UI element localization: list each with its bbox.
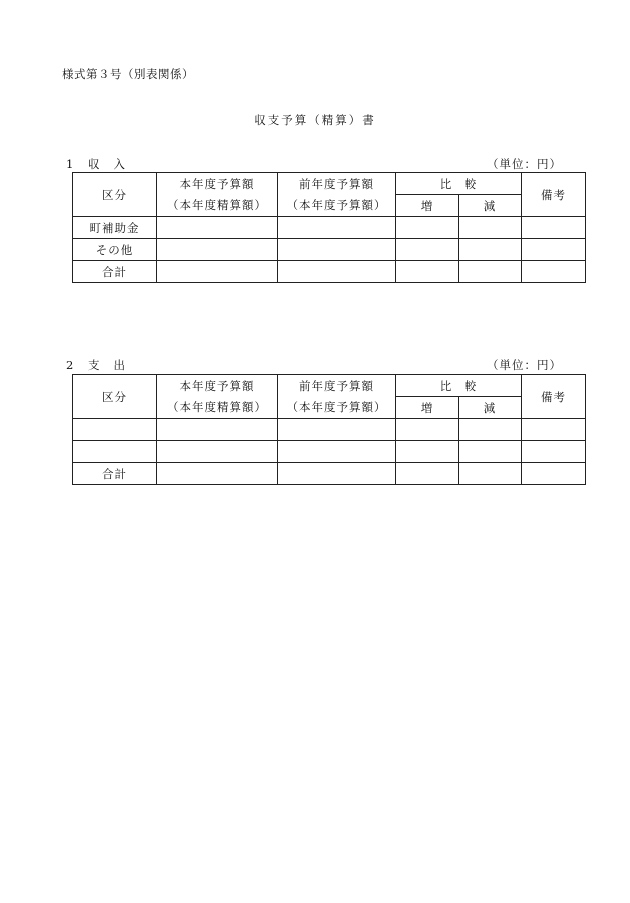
table-cell [459,239,522,261]
expense-row-category [73,441,157,463]
expense-header-row [73,375,586,397]
expense-row-total: 合計 [73,463,157,485]
expense-header-current-budget: 本年度予算額 [157,375,278,397]
table-cell [522,217,586,239]
table-cell [278,261,396,283]
income-table [72,172,586,283]
table-cell [396,463,459,485]
table-row [73,463,586,485]
table-cell [157,463,278,485]
table-cell [396,261,459,283]
expense-row-category [73,419,157,441]
table-cell [459,441,522,463]
expense-section-label: 支出 [88,358,139,372]
form-number: 様式第３号（別表関係） [62,67,194,81]
income-row-category: 町補助金 [73,217,157,239]
expense-header-decrease: 減 [459,397,522,419]
income-header-previous-note: （本年度予算額） [278,195,396,217]
income-heading [66,156,139,172]
table-cell [459,419,522,441]
table-row [73,239,586,261]
expense-heading [66,357,139,373]
table-cell [278,419,396,441]
income-header-decrease: 減 [459,195,522,217]
table-cell [396,419,459,441]
table-cell [278,441,396,463]
table-row [73,217,586,239]
income-header-increase: 増 [396,195,459,217]
income-header-remarks: 備考 [522,173,586,217]
income-section-label: 収入 [88,157,139,171]
income-header-comparison: 比 較 [396,173,522,195]
table-row [73,441,586,463]
table-row [73,261,586,283]
table-cell [459,217,522,239]
income-unit-label: （単位：円） [487,157,562,171]
income-section-number: 1 [66,157,75,171]
table-cell [396,239,459,261]
table-cell [459,261,522,283]
table-cell [396,441,459,463]
income-header-current-settlement: （本年度精算額） [157,195,278,217]
expense-table [72,374,586,485]
expense-unit-label: （単位：円） [487,358,562,372]
table-cell [459,463,522,485]
table-cell [522,441,586,463]
expense-header-remarks: 備考 [522,375,586,419]
expense-header-comparison: 比 較 [396,375,522,397]
table-cell [278,217,396,239]
table-cell [157,217,278,239]
table-cell [157,419,278,441]
expense-header-previous-note: （本年度予算額） [278,397,396,419]
table-cell [278,463,396,485]
expense-header-category: 区分 [73,375,157,419]
table-row [73,419,586,441]
expense-section-number: 2 [66,358,75,372]
expense-header-increase: 増 [396,397,459,419]
income-row-total: 合計 [73,261,157,283]
table-cell [157,441,278,463]
table-cell [522,261,586,283]
table-cell [522,239,586,261]
table-cell [157,261,278,283]
expense-header-current-settlement: （本年度精算額） [157,397,278,419]
income-header-current-budget: 本年度予算額 [157,173,278,195]
table-cell [396,217,459,239]
income-header-previous-budget: 前年度予算額 [278,173,396,195]
table-cell [278,239,396,261]
table-cell [522,463,586,485]
income-row-category: その他 [73,239,157,261]
table-cell [522,419,586,441]
table-cell [157,239,278,261]
document-title: 収支予算（精算）書 [254,113,376,127]
income-header-row [73,173,586,195]
income-header-category: 区分 [73,173,157,217]
expense-header-previous-budget: 前年度予算額 [278,375,396,397]
